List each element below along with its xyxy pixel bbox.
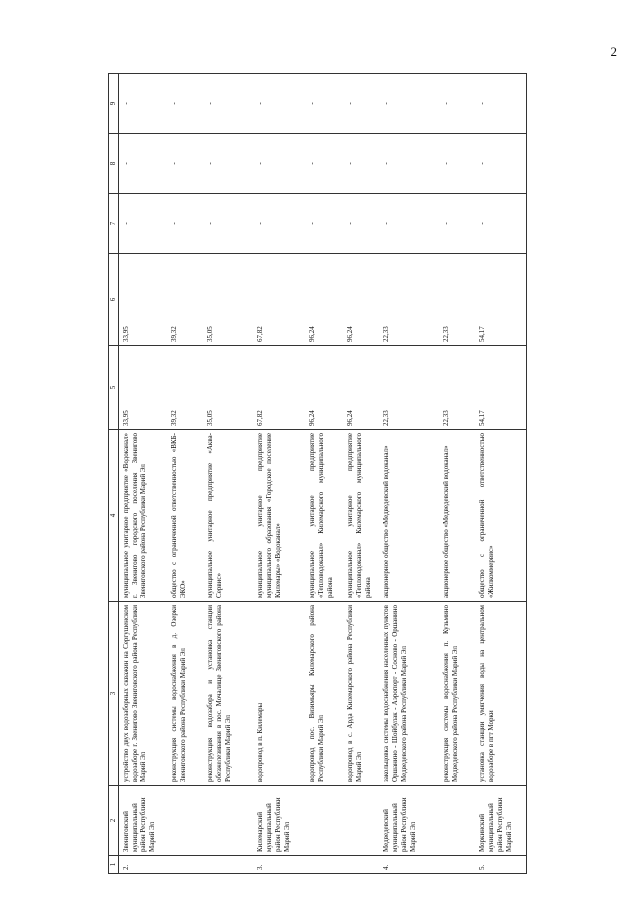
value-cell: -: [440, 74, 476, 134]
value-cell: 35,05: [204, 254, 254, 346]
value-cell: -: [306, 74, 344, 134]
column-header: 5: [109, 346, 119, 430]
table-row: [476, 74, 526, 874]
district-cell: Медведевский муниципальный район Республики Марий Эл: [380, 786, 440, 856]
value-cell: 22,33: [380, 346, 440, 430]
value-cell: -: [344, 134, 380, 194]
value-cell: -: [344, 194, 380, 254]
value-cell: -: [204, 74, 254, 134]
row-number: 5.: [476, 856, 526, 874]
value-cell: -: [204, 134, 254, 194]
table-row: [168, 74, 204, 874]
organization-cell: муниципальное унитарное предприятие «Тепловодоканал» Килемарского муниципального района: [306, 430, 344, 602]
value-cell: -: [168, 134, 204, 194]
row-number: 3.: [254, 856, 306, 874]
value-cell: 39,32: [168, 254, 204, 346]
district-cell: [168, 786, 204, 856]
value-cell: -: [254, 134, 306, 194]
value-cell: 96,24: [344, 346, 380, 430]
district-cell: [306, 786, 344, 856]
value-cell: -: [118, 74, 168, 134]
table-row: [204, 74, 254, 874]
value-cell: 35,05: [204, 346, 254, 430]
rotated-table-container: [108, 74, 532, 874]
table-row: [306, 74, 344, 874]
row-number: 2.: [118, 856, 168, 874]
row-number: [440, 856, 476, 874]
organization-cell: общество с ограниченной ответственностью «Жилкоммервис»: [476, 430, 526, 602]
value-cell: -: [476, 74, 526, 134]
column-header: 9: [109, 74, 119, 134]
value-cell: -: [380, 74, 440, 134]
table-row: [440, 74, 476, 874]
value-cell: -: [440, 194, 476, 254]
value-cell: -: [306, 194, 344, 254]
column-header: 3: [109, 602, 119, 786]
value-cell: -: [476, 194, 526, 254]
header-row: [109, 74, 119, 874]
value-cell: 54,17: [476, 346, 526, 430]
district-cell: [440, 786, 476, 856]
value-cell: 22,33: [440, 346, 476, 430]
value-cell: -: [168, 74, 204, 134]
value-cell: -: [440, 134, 476, 194]
value-cell: -: [168, 194, 204, 254]
value-cell: -: [380, 194, 440, 254]
district-cell: Килемарский муниципальный район Республики Марий Эл: [254, 786, 306, 856]
object-cell: закольцовка системы водоснабжения населенных пунктов Оршанино - Шойбулак - Аэропорт - Сосново - Оршанино Медведевского района Республики Марий Эл: [380, 602, 440, 786]
value-cell: -: [380, 134, 440, 194]
value-cell: -: [306, 134, 344, 194]
value-cell: -: [204, 194, 254, 254]
value-cell: -: [344, 74, 380, 134]
value-cell: 67,82: [254, 254, 306, 346]
column-header: 2: [109, 786, 119, 856]
organization-cell: муниципальное унитарное предприятие «Водоканал» г. Звенигово городского поселения Звенигово Звениговского района Республики Марий Эл: [118, 430, 168, 602]
column-header: 8: [109, 134, 119, 194]
row-number: [306, 856, 344, 874]
value-cell: 33,95: [118, 254, 168, 346]
value-cell: -: [254, 74, 306, 134]
object-cell: водопровод в п. Килемары: [254, 602, 306, 786]
value-cell: 22,33: [380, 254, 440, 346]
value-cell: 67,82: [254, 346, 306, 430]
object-cell: водопровод в с. Арда Килемарского района Республики Марий Эл: [344, 602, 380, 786]
district-cell: Звениговский муниципальный район Республики Марий Эл: [118, 786, 168, 856]
column-header: 4: [109, 430, 119, 602]
value-cell: 96,24: [306, 346, 344, 430]
object-cell: водопровод пос. Визимьяры Килемарского района Республики Марий Эл: [306, 602, 344, 786]
object-cell: устройство двух водозаборных скважин на Сергушенском водозаборе г. Звенигово Звениговского района Республики Марий Эл: [118, 602, 168, 786]
organization-cell: муниципальное унитарное предприятие муниципального образования «Городское поселение Килемары» «Водоканал»: [254, 430, 306, 602]
column-header: 1: [109, 856, 119, 874]
value-cell: -: [254, 194, 306, 254]
district-cell: [344, 786, 380, 856]
object-cell: установка станции умягчения воды на центральном водозаборе в пгт Морки: [476, 602, 526, 786]
row-number: [168, 856, 204, 874]
organization-cell: муниципальное унитарное предприятие «Аква-Сервис»: [204, 430, 254, 602]
row-number: [204, 856, 254, 874]
value-cell: 96,24: [344, 254, 380, 346]
value-cell: 22,33: [440, 254, 476, 346]
table-row: [118, 74, 168, 874]
object-cell: реконструкция водозабора и установка станции обезжелезивания в пос. Мочалище Звениговского района Республики Марий Эл: [204, 602, 254, 786]
value-cell: 33,95: [118, 346, 168, 430]
row-number: 4.: [380, 856, 440, 874]
value-cell: 54,17: [476, 254, 526, 346]
value-cell: -: [118, 134, 168, 194]
column-header: 6: [109, 254, 119, 346]
district-cell: [204, 786, 254, 856]
organization-cell: общество с ограниченной ответственностью «ВКБ-ЭКО»: [168, 430, 204, 602]
value-cell: -: [476, 134, 526, 194]
object-cell: реконструкция системы водоснабжения в д. Озерки Звениговского района Республики Марий Эл: [168, 602, 204, 786]
value-cell: 96,24: [306, 254, 344, 346]
program-table: [108, 73, 527, 874]
object-cell: реконструкция системы водоснабжения п. Кузьмино Медведевского района Республики Марий Эл: [440, 602, 476, 786]
organization-cell: акционерное общество «Медведевский водоканал»: [440, 430, 476, 602]
value-cell: -: [118, 194, 168, 254]
row-number: [344, 856, 380, 874]
organization-cell: акционерное общество «Медведевский водоканал»: [380, 430, 440, 602]
table-row: [254, 74, 306, 874]
organization-cell: муниципальное унитарное предприятие «Тепловодоканал» Килемарского муниципального района: [344, 430, 380, 602]
value-cell: 39,32: [168, 346, 204, 430]
district-cell: Моркинский муниципальный район Республики Марий Эл: [476, 786, 526, 856]
page-number: 2: [610, 44, 617, 59]
table-row: [344, 74, 380, 874]
table-row: [380, 74, 440, 874]
column-header: 7: [109, 194, 119, 254]
